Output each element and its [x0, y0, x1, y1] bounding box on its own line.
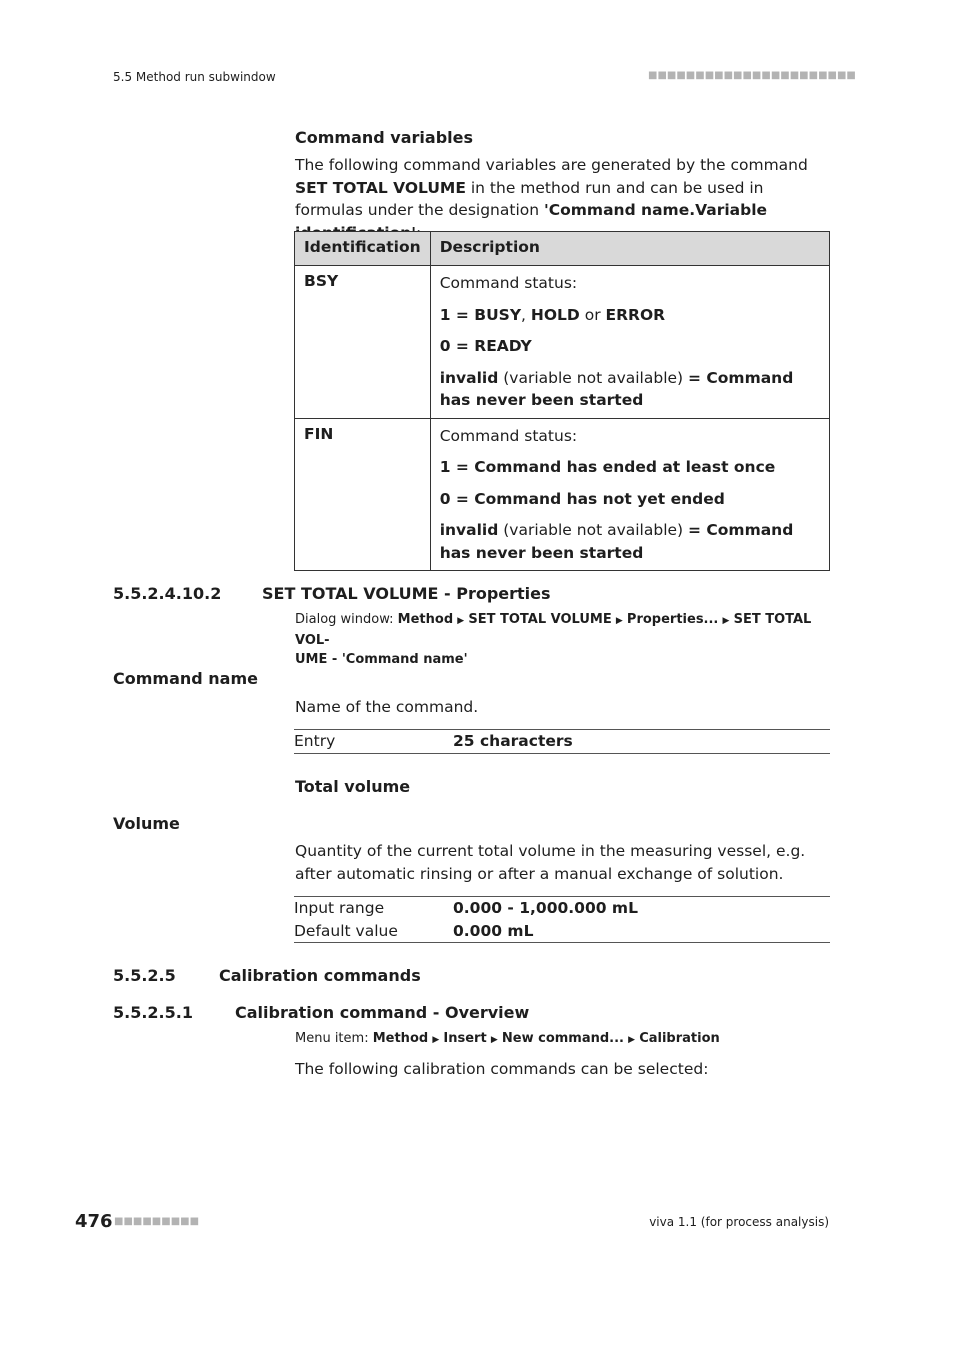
- param-row-default-value: Default value 0.000 mL: [294, 921, 534, 940]
- volume-description: Quantity of the current total volume in the measuring vessel, e.g. after automatic rinsing or after a manual exchange of solution.: [295, 842, 806, 883]
- col-identification: Identification: [295, 232, 431, 266]
- footer-product: viva 1.1 (for process analysis): [649, 1215, 829, 1229]
- variable-description: Command status: 1 = BUSY, HOLD or ERROR 0 = READY invalid (variable not available) = Command has never been started: [430, 266, 829, 419]
- section-title-calibration: Calibration commands: [219, 966, 421, 985]
- command-variables-intro: The following command variables are generated by the command SET TOTAL VOLUME in the method run and can be used in formulas under the designation 'Command name.Variable: [295, 156, 808, 219]
- table-row: [295, 266, 830, 419]
- variable-description: Command status: 1 = Command has ended at least once 0 = Command has not yet ended invalid (variable not available) = Command has never been started: [430, 418, 829, 571]
- dialog-window-path: Dialog window: Method ▶ SET TOTAL VOLUME ▶ Properties... ▶ SET TOTAL VOL- UME - 'Command name': [295, 612, 812, 667]
- section-title-properties: SET TOTAL VOLUME - Properties: [262, 584, 551, 603]
- volume-param-table: [294, 896, 830, 943]
- table-row: [295, 418, 830, 571]
- col-description: Description: [430, 232, 829, 266]
- param-row-entry: Entry 25 characters: [294, 732, 573, 750]
- volume-heading: Volume: [113, 814, 180, 833]
- command-name-param-table: [294, 729, 830, 754]
- section-number-properties: 5.5.2.4.10.2: [113, 584, 222, 603]
- table-header-row: [295, 232, 830, 266]
- running-header-dots: ■■■■■■■■■■■■■■■■■■■■■■: [648, 70, 856, 81]
- page-number: 476: [75, 1211, 113, 1232]
- section-title-overview: Calibration command - Overview: [235, 1003, 530, 1022]
- variable-id: FIN: [295, 418, 431, 571]
- running-header-section: 5.5 Method run subwindow: [113, 70, 276, 84]
- total-volume-heading: Total volume: [295, 777, 411, 796]
- command-name-heading: Command name: [113, 669, 258, 688]
- variable-id: BSY: [295, 266, 431, 419]
- section-number-calibration: 5.5.2.5: [113, 966, 176, 985]
- footer-dots: ■■■■■■■■■: [114, 1216, 200, 1227]
- param-row-input-range: Input range 0.000 - 1,000.000 mL: [294, 899, 638, 917]
- command-name-description: Name of the command.: [295, 698, 479, 716]
- command-variables-table: [294, 231, 830, 571]
- menu-item-path: Menu item: Method ▶ Insert ▶ New command... ▶ Calibration: [295, 1031, 720, 1046]
- section-number-overview: 5.5.2.5.1: [113, 1003, 193, 1022]
- calibration-intro-text: The following calibration commands can be selected:: [295, 1060, 709, 1078]
- command-variables-heading: Command variables: [295, 128, 473, 147]
